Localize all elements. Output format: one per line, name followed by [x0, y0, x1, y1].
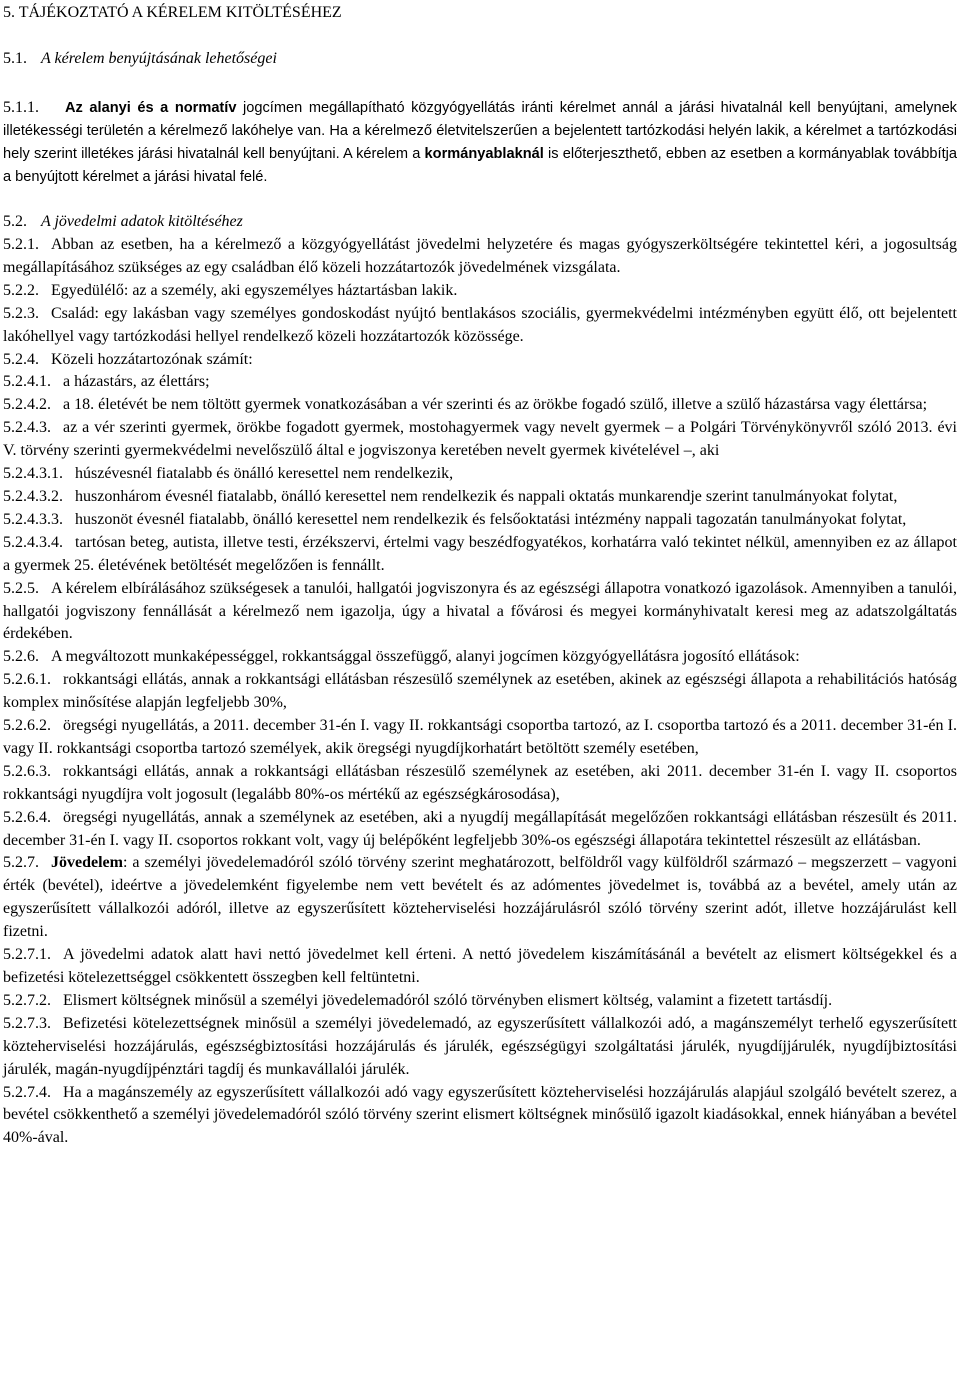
section-title: A kérelem benyújtásának lehetőségei [41, 50, 277, 67]
list-item [3, 509, 957, 532]
item-text: A kérelem elbírálásához szükségesek a tanulói, hallgatói jogviszonyra és az egészségi állapotra vonatkozó igazolások. Amennyiben a tanulói, hallgatói jogviszony fennállását a kérelmező nem igazolja, úgy a hivatal a fővárosi és megyei kormányhivatalt keresi meg az adatszolgáltatás érdekében. [3, 579, 957, 643]
section-number: 5.1. [3, 50, 27, 67]
item-text: a 18. életévét be nem töltött gyermek vonatkozásában a vér szerinti és az örökbe fogadó szülő, illetve a szülő házastársa vagy élettársa; [63, 396, 928, 414]
item-number: 5.1.1. [3, 99, 39, 116]
section-number: 5.2. [3, 213, 27, 230]
list-item [3, 394, 957, 417]
item-text: Család: egy lakásban vagy személyes gondoskodást nyújtó bentlakásos szociális, gyermekvédelmi intézményben együtt élő, ott bejelentett lakóhellyel vagy tartózkodási hellyel rendelkező közeli hozzátartozók közössége. [3, 304, 957, 345]
item-text: az a vér szerinti gyermek, örökbe fogadott gyermek, mostohagyermek vagy nevelt gyermek – a Polgári Törvénykönyvről szóló 2013. évi V. törvény szerinti gyermekvédelmi nevelőszülő által e jogviszonya keretében nevelt gyermek kivételével –, aki [3, 419, 957, 460]
list-item [3, 303, 957, 349]
item-text: a házastárs, az élettárs; [63, 373, 210, 391]
list-item [3, 669, 957, 715]
item-number: 5.2.7.3. [3, 1014, 51, 1032]
list-item [3, 715, 957, 761]
item-text: Közeli hozzátartozónak számít: [51, 350, 253, 368]
item-text: Abban az esetben, ha a kérelmező a közgyógyellátást jövedelmi helyzetére és magas gyógyszerköltségére tekintettel kéri, a jogosultság megállapításához szükséges az egy családban élő közeli hozzátartozók jövedelmének vizsgálata. [3, 236, 957, 276]
item-number: 5.2.7.1. [3, 946, 51, 964]
item-number: 5.2.6.1. [3, 671, 51, 689]
item-number: 5.2.3. [3, 304, 39, 322]
list-item [3, 371, 957, 394]
list-item [3, 807, 957, 853]
item-number: 5.2.7.2. [3, 991, 51, 1009]
item-number: 5.2.6.4. [3, 808, 51, 826]
list-item [3, 761, 957, 807]
item-text: tartósan beteg, autista, illetve testi, érzékszervi, értelmi vagy beszédfogyatékos, korhatárra való tekintet nélkül, amennyiben ez az állapot a gyermek 25. életévének betöltését megelőzően is fennállt. [3, 533, 957, 574]
list-item [3, 532, 957, 578]
bold-phrase: Az alanyi és a normatív [65, 100, 237, 116]
item-number: 5.2.4.3.4. [3, 533, 63, 551]
list-item [3, 852, 957, 944]
item-text: Ha a magánszemély az egyszerűsített vállalkozói adó vagy egyszerűsített közteherviselési hozzájárulás alapjául szolgáló bevételt szerez, a bevétel csökkenthető a személyi jövedelemadóról szóló törvény szerint elismert költségnek minősülő igazolt kiadásokkal, ennek hiányában a bevétel 40%-ával. [3, 1083, 957, 1147]
item-number: 5.2.4.3.3. [3, 510, 63, 528]
item-text: rokkantsági ellátás, annak a rokkantsági ellátásban részesülő személynek az esetében, aki 2011. december 31-én I. vagy II. csoportos rokkantsági nyugdíjra volt jogosult (legalább 80%-os mértékű az egészségkárosodása), [3, 762, 957, 803]
item-text: Befizetési kötelezettségnek minősül a személyi jövedelemadó, az egyszerűsített vállalkozói adó, a magánszemélyt terhelő egyszerűsített közteherviselési hozzájárulás, egészségbiztosítási hozzájárulás és járulék, egészségügyi szolgáltatási járulék, nyugdíjjárulék, nyugdíjbiztosítási járulék, magán-nyugdíjpénztári tagdíj és munkavállalói járulék. [3, 1014, 957, 1078]
item-text: öregségi nyugellátás, annak a személynek az esetében, aki a nyugdíj megállapítását megelőzően rokkantsági ellátásban részesült és 2011. december 31-én I. vagy II. csoportos rokkant volt, vagy új belépőként legfeljebb 30%-os egészségi állapotára tekintettel részesült az ellátásban. [3, 808, 957, 849]
item-number: 5.2.6.3. [3, 762, 51, 780]
list-item [3, 1082, 957, 1151]
item-text: huszonhárom évesnél fiatalabb, önálló keresettel nem rendelkezik és nappali oktatás munkarendje szerint tanulmányokat folytat, [75, 487, 898, 505]
list-item [3, 280, 957, 303]
list-item [3, 1013, 957, 1082]
item-text: A jövedelmi adatok alatt havi nettó jövedelmet kell érteni. A nettó jövedelem kiszámításánál a bevételt az elismert költségekkel és a befizetési kötelezettséggel csökkentett összegben kell feltüntetni. [3, 946, 957, 986]
list-item [3, 990, 957, 1013]
item-text: Elismert költségnek minősül a személyi jövedelemadóról szóló törvényben elismert költség, valamint a fizetett tartásdíj. [63, 991, 833, 1009]
item-text: : a személyi jövedelemadóról szóló törvény szerint meghatározott, belföldről vagy külföldről származó – megszerzett – vagyoni érték (bevétel), ideértve a jövedelemként figyelembe nem vett bevételt és az adómentes jövedelmet is, továbbá az a bevétel, amely után az egyszerűsített vállalkozói adóról, illetve az egyszerűsített közteherviselési hozzájárulásról szóló törvény szerint adót, illetve hozzájárulást kell fizetni. [3, 854, 957, 941]
item-number: 5.2.4. [3, 350, 39, 368]
list-item [3, 463, 957, 486]
section-heading-5-1 [3, 48, 277, 71]
list-item [3, 349, 957, 372]
item-text: A megváltozott munkaképességgel, rokkantsággal összefüggő, alanyi jogcímen közgyógyellátásra jogosító ellátások: [51, 648, 800, 666]
items-list [3, 234, 957, 1150]
item-number: 5.2.4.3. [3, 419, 51, 437]
list-item [3, 646, 957, 669]
item-number: 5.2.4.1. [3, 373, 51, 391]
item-number: 5.2.4.3.2. [3, 487, 63, 505]
item-text: Egyedülélő: az a személy, aki egyszemélyes háztartásban lakik. [51, 281, 458, 299]
item-number: 5.2.1. [3, 236, 39, 253]
item-number: 5.2.4.2. [3, 396, 51, 414]
item-number: 5.2.7. [3, 854, 39, 872]
paragraph-text: is előterjeszthető, ebben az esetben a kormányablak továbbítja a benyújtott kérelmet a járási hivatal felé. [3, 145, 957, 185]
item-number: 5.2.2. [3, 281, 39, 299]
item-text: rokkantsági ellátás, annak a rokkantsági ellátásban részesülő személynek az esetében, akinek az egészségi állapota a rehabilitációs hatóság komplex minősítése alapján legfeljebb 30%, [3, 671, 957, 712]
bold-phrase: Jövedelem [51, 854, 123, 872]
item-text: öregségi nyugellátás, a 2011. december 31-én I. vagy II. rokkantsági csoportba tartozó, az I. csoportba tartozó és a 2011. december 31-én I. vagy II. rokkantsági csoportba tartozó személyek, akik öregségi nyugdíjkorhatárt betöltött személy esetében, [3, 717, 957, 757]
list-item [3, 944, 957, 990]
section-heading-5-2 [3, 211, 243, 234]
item-number: 5.2.5. [3, 579, 39, 597]
item-number: 5.2.6. [3, 648, 39, 666]
item-number: 5.2.6.2. [3, 717, 51, 735]
list-item [3, 417, 957, 463]
paragraph-5-1-1 [3, 97, 957, 189]
item-number: 5.2.4.3.1. [3, 465, 63, 483]
item-text: húszévesnél fiatalabb és önálló keresettel nem rendelkezik, [75, 465, 454, 483]
paragraph-text: jogcímen megállapítható közgyógyellátás iránti kérelmet annál a járási hivatalnál kell benyújtani, amelynek illetékességi területén a kérelmező lakóhelye van. Ha a kérelmező életvitelszerűen a bejelentett tartózkodási helyén lakik, a kérelmet a tartózkodási hely szerint illetékes járási hivatalnál kell benyújtani. A kérelem a [3, 100, 957, 162]
section-heading-5: 5. TÁJÉKOZTATÓ A KÉRELEM KITÖLTÉSÉHEZ [3, 4, 342, 21]
section-title: A jövedelmi adatok kitöltéséhez [41, 213, 243, 230]
bold-phrase: kormányablaknál [424, 145, 544, 162]
item-number: 5.2.7.4. [3, 1083, 51, 1101]
list-item [3, 578, 957, 647]
item-text: huszonöt évesnél fiatalabb, önálló keresettel nem rendelkezik és felsőoktatási intézmény nappali tagozatán tanulmányokat folytat, [75, 510, 907, 528]
list-item [3, 234, 957, 280]
list-item [3, 486, 957, 509]
